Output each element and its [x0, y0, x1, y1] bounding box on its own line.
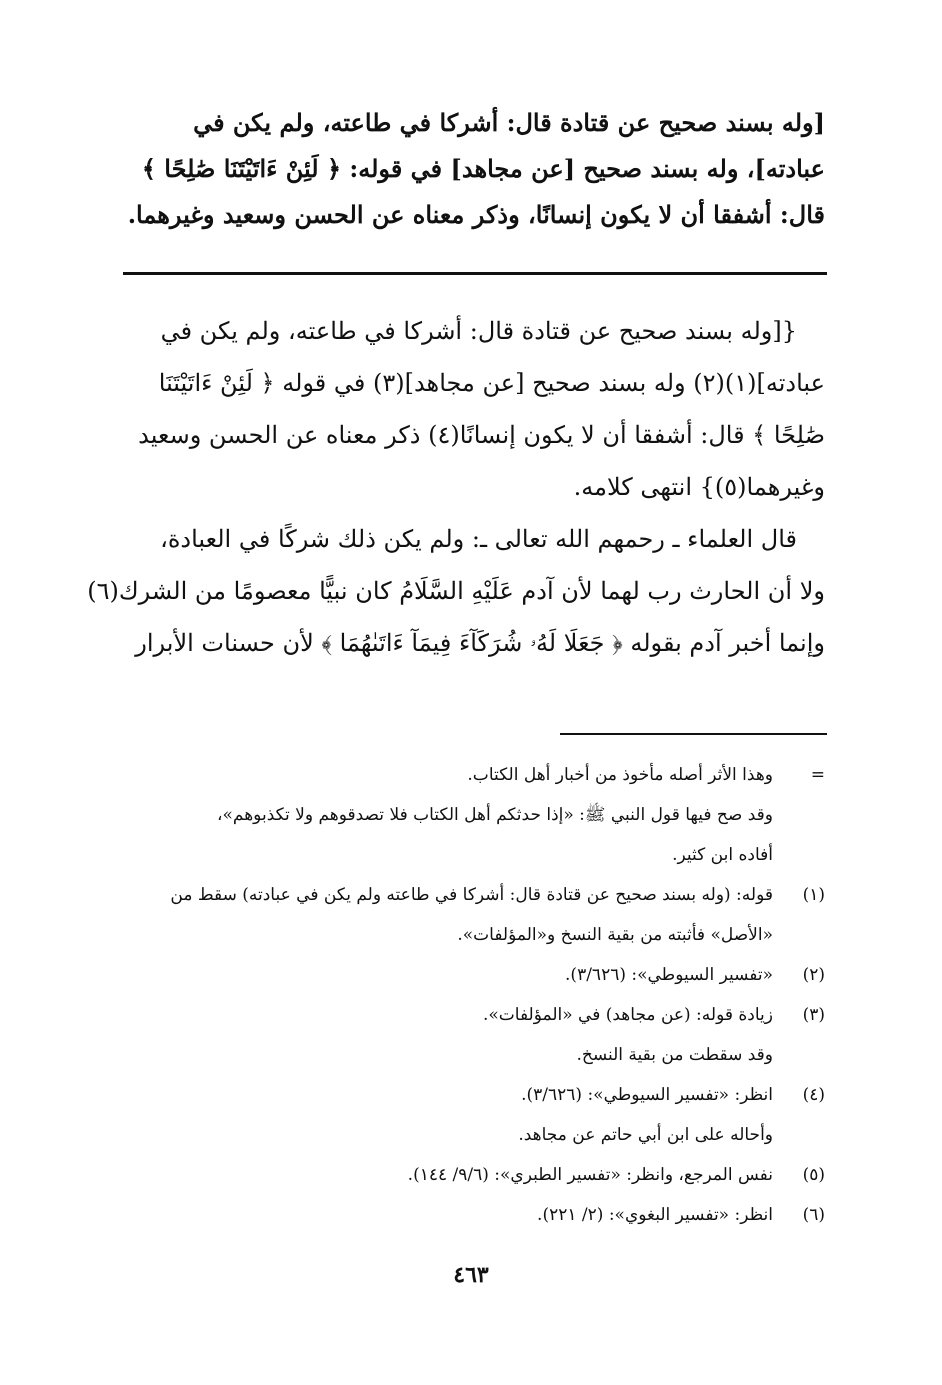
footnote-divider	[560, 733, 827, 735]
page-number: ٤٦٣	[453, 1262, 489, 1288]
footnote-number: (٦)	[802, 1205, 825, 1225]
main-line-4: وغيرهما(٥)} انتهى كلامه.	[573, 473, 825, 501]
footnote-number: (٣)	[802, 1005, 825, 1025]
footnotes	[125, 755, 825, 1235]
bold-line-2: عبادته]، وله بسند صحيح [عن مجاهد] في قوله: ﴿ لَئِنْ ءَاتَيْتَنَا صَٰلِحًا ﴾	[141, 154, 825, 183]
bold-line-3: قال: أشفقا أن لا يكون إنسانًا، وذكر معناه عن الحسن وسعيد وغيرهما.	[127, 200, 825, 229]
footnote-number: (٤)	[802, 1085, 825, 1105]
footnote-3-cont: وقد سقطت من بقية النسخ.	[576, 1045, 773, 1065]
footnote-continuation-1: = وهذا الأثر أصله مأخوذ من أخبار أهل الكتاب.	[125, 755, 825, 795]
footnote-4: (٤) انظر: «تفسير السيوطي»: (٣/٦٢٦).	[125, 1075, 825, 1115]
bold-line-1: [وله بسند صحيح عن قتادة قال: أشركا في طاعته، ولم يكن في	[193, 108, 825, 137]
main-text	[87, 305, 825, 669]
footnote-3: (٣) زيادة قوله: (عن مجاهد) في «المؤلفات».	[125, 995, 825, 1035]
footnote-6: (٦) انظر: «تفسير البغوي»: (٢/ ٢٢١).	[125, 1195, 825, 1235]
continuation-mark: =	[810, 765, 825, 785]
main-line-1: {[وله بسند صحيح عن قتادة قال: أشركا في طاعته، ولم يكن في	[160, 317, 797, 345]
quoted-paragraph-bold	[125, 100, 825, 238]
main-line-7: وإنما أخبر آدم بقوله ﴿ جَعَلَا لَهُۥ شُرَكَآءَ فِيمَآ ءَاتَىٰهُمَا ﴾ لأن حسنات الأبرار	[135, 629, 825, 657]
footnote-4-cont: وأحاله على ابن أبي حاتم عن مجاهد.	[518, 1125, 773, 1145]
footnote-number: (٥)	[802, 1165, 825, 1185]
footnote-2: (٢) «تفسير السيوطي»: (٣/٦٢٦).	[125, 955, 825, 995]
footnote-5: (٥) نفس المرجع، وانظر: «تفسير الطبري»: (٩/٦/ ١٤٤).	[125, 1155, 825, 1195]
footnote-number: (٢)	[802, 965, 825, 985]
footnote-1: (١) قوله: (وله بسند صحيح عن قتادة قال: أشركا في طاعته ولم يكن في عبادته) سقط من	[125, 875, 825, 915]
section-divider	[123, 272, 827, 275]
main-line-2: عبادته](١)(٢) وله بسند صحيح [عن مجاهد](٣) في قوله ﴿ لَئِنْ ءَاتَيْتَنَا	[158, 369, 825, 397]
footnote-number: (١)	[802, 885, 825, 905]
main-line-6: ولا أن الحارث رب لهما لأن آدم عَلَيْهِ السَّلَامُ كان نبيًّا معصومًا من الشرك(٦)	[87, 577, 825, 605]
main-line-3: صَٰلِحًا ﴾ قال: أشفقا أن لا يكون إنسانًا(٤) ذكر معناه عن الحسن وسعيد	[138, 421, 825, 449]
main-line-5: قال العلماء ـ رحمهم الله تعالى ـ: ولم يكن ذلك شركًا في العبادة،	[160, 525, 797, 553]
footnote-continuation-2: وقد صح فيها قول النبي ﷺ: «إذا حدثكم أهل الكتاب فلا تصدقوهم ولا تكذبوهم»،	[217, 805, 773, 825]
footnote-continuation-3: أفاده ابن كثير.	[672, 845, 773, 865]
footnote-1-cont: «الأصل» فأثبته من بقية النسخ و«المؤلفات».	[457, 925, 773, 945]
